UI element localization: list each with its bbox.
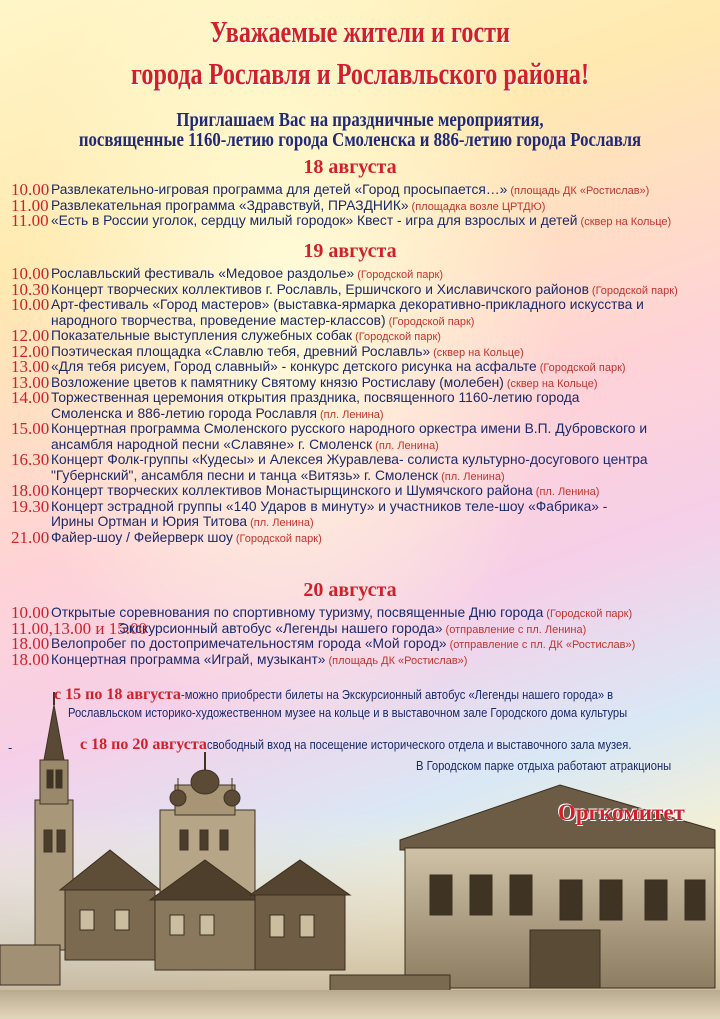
event-place: (пл. Ленина)	[441, 470, 505, 483]
event-time: 11.00	[11, 211, 49, 230]
event-time: 15.00	[11, 419, 50, 438]
museum-info-line-1	[80, 737, 700, 752]
tickets-prefix: с	[54, 686, 66, 703]
event-time: 21.00	[11, 527, 50, 547]
event-title-cont: Ирины Ортман и Юрия Титова	[51, 514, 248, 529]
event-time: 12.00	[11, 326, 50, 345]
event-time: 10.00	[11, 264, 50, 283]
event-title: Экскурсионный автобус «Легенды нашего города»	[119, 620, 443, 636]
tickets-range: 15 по 18 августа	[65, 686, 181, 703]
museum-range: 18 по 20 августа	[91, 736, 207, 753]
date-heading: 19 августа	[303, 240, 397, 262]
event-place: (площадка возле ЦРТДЮ)	[411, 200, 546, 213]
event-title-cont: Смоленска и 886-летию города Рославля	[51, 405, 317, 421]
tickets-text-2: Рославльском историко-художественном музее на кольце и в выставочном зале Городского дома культуры	[68, 705, 628, 720]
event-title-cont: "Губернский", ансамбля песни и танца «Витязь» г. Смоленск	[51, 467, 439, 483]
event-title: Развлекательно-игровая программа для детей «Город просыпается…»	[51, 182, 508, 197]
signature: Оргкомитет	[558, 800, 685, 825]
museum-text-2: В Городском парке отдыха работают атракционы	[416, 758, 672, 773]
event-time: 10.00	[11, 295, 50, 314]
event-title: «Есть в России уголок, сердцу милый городок» Квест - игра для взрослых и детей	[51, 213, 578, 228]
event-title-cont: ансамбля народной песни «Славяне» г. Смоленск	[51, 436, 373, 452]
museum-info-line-2	[416, 758, 713, 773]
event-place: (Городской парк)	[235, 532, 322, 545]
event-time: 13.00	[11, 372, 50, 392]
event-time: 13.00	[11, 357, 50, 376]
event-title: Развлекательная программа «Здравствуй, ПРАЗДНИК»	[51, 197, 409, 213]
invitation-line-1: Приглашаем Вас на праздничные мероприятия,	[176, 109, 544, 131]
museum-dash: -	[8, 740, 13, 755]
event-title: Арт-фестиваль «Город мастеров» (выставка-ярмарка декоративно-прикладного искусства и	[51, 297, 644, 312]
museum-text-1: свободный вход на посещение исторического отдела и выставочного зала музея.	[206, 737, 632, 752]
event-title: Открытые соревнования по спортивному туризму, посвященные Дню города	[51, 605, 544, 620]
invitation-line-2: посвященные 1160-летию города Смоленска и 886-летию города Рославля	[78, 129, 642, 151]
event-row	[11, 390, 716, 423]
event-title: Концерт творческих коллективов Монастырщинского и Шумячского района	[51, 483, 533, 498]
event-time: 14.00	[11, 388, 50, 407]
event-row	[11, 649, 716, 670]
event-time: 11.00	[11, 195, 49, 215]
event-time: 19.30	[11, 496, 50, 516]
event-place: (Городской парк)	[355, 331, 441, 343]
event-title: «Для тебя рисуем, Город славный» - конкурс детского рисунка на асфальте	[51, 359, 537, 374]
event-time: 18.00	[11, 649, 50, 669]
event-time: 16.30	[11, 450, 50, 469]
event-time: 10.30	[11, 279, 50, 299]
event-row	[11, 452, 716, 485]
title-line-1: Уважаемые жители и гости	[209, 14, 510, 49]
event-title: Концертная программа «Играй, музыкант»	[51, 651, 326, 667]
event-title: Показательные выступления служебных собак	[51, 328, 353, 343]
event-title-cont: народного творчества, проведение мастер-классов)	[51, 312, 386, 328]
event-title: Поэтическая площадка «Славлю тебя, древний Рославль»	[51, 343, 431, 359]
event-place: (отправление с пл. Ленина)	[445, 623, 587, 636]
event-place: (Городской парк)	[357, 269, 444, 281]
event-place: (отправление с пл. ДК «Ростислав»)	[449, 639, 636, 651]
event-place: (пл. Ленина)	[535, 486, 600, 498]
date-heading: 20 августа	[303, 579, 397, 601]
event-title: Возложение цветов к памятнику Святому князю Ростиславу (молебен)	[51, 374, 504, 390]
event-title: Концерт эстрадной группы «140 Ударов в минуту» и участников теле-шоу «Фабрика» -	[51, 498, 608, 514]
event-row	[11, 421, 716, 454]
event-row	[11, 297, 716, 330]
event-time: 18.00	[11, 481, 50, 500]
event-place: (Городской парк)	[539, 362, 626, 374]
tickets-text-1: -можно приобрести билеты на Экскурсионный автобус «Легенды нашего города» в	[180, 687, 614, 702]
event-row	[11, 527, 716, 548]
event-row	[11, 496, 716, 532]
event-place: (площадь ДК «Ростислав»)	[328, 654, 468, 667]
event-place: (сквер на Кольце)	[506, 377, 598, 390]
event-time: 18.00	[11, 634, 50, 653]
event-place: (Городской парк)	[388, 315, 475, 328]
event-title: Рославльский фестиваль «Медовое раздолье»	[51, 266, 355, 281]
event-place: (сквер на Кольце)	[580, 216, 672, 228]
event-title: Велопробег по достопримечательностям города «Мой город»	[51, 636, 447, 651]
event-place: (Городской парк)	[546, 608, 633, 620]
tickets-info-line-1	[54, 687, 683, 702]
event-place: (площадь ДК «Ростислав»)	[510, 185, 650, 197]
event-place: (пл. Ленина)	[319, 408, 384, 421]
event-title: Концертная программа Смоленского русского народного оркестра имени В.П. Дубровского и	[51, 421, 648, 436]
event-place: (Городской парк)	[591, 284, 678, 297]
date-heading: 18 августа	[303, 156, 397, 178]
event-place: (пл. Ленина)	[250, 517, 314, 529]
event-title: Концерт творческих коллективов г. Рославль, Ершичского и Хиславичского районов	[51, 281, 589, 297]
title-line-2: города Рославля и Рославльского района!	[130, 56, 590, 91]
event-time: 10.00	[11, 603, 50, 622]
event-place: (сквер на Кольце)	[433, 346, 524, 359]
event-time: 12.00	[11, 341, 50, 361]
event-row	[11, 213, 716, 231]
tickets-info-line-2	[68, 705, 718, 720]
event-place: (пл. Ленина)	[375, 439, 439, 452]
event-time: 11.00,13.00 и 15.00	[11, 618, 147, 638]
event-title: Файер-шоу / Фейерверк шоу	[51, 529, 233, 545]
event-title: Концерт Фолк-группы «Кудесы» и Алексея Журавлева- солиста культурно-досугового центра	[51, 452, 648, 467]
museum-prefix: с	[80, 736, 92, 753]
event-title: Торжественная церемония открытия праздника, посвященного 1160-летию города	[51, 390, 580, 405]
event-time: 10.00	[11, 180, 50, 199]
